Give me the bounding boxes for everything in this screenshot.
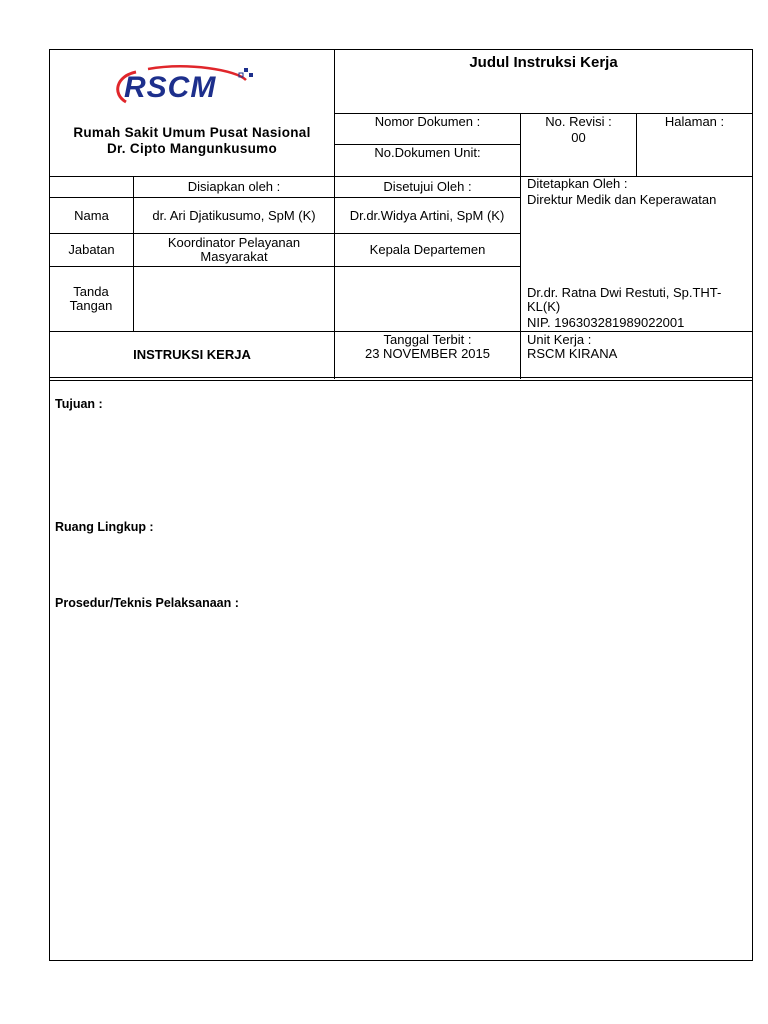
nomor-dokumen-label: Nomor Dokumen :	[374, 114, 481, 129]
doc-type: INSTRUKSI KERJA	[133, 346, 251, 362]
approved-name: Dr.dr.Widya Artini, SpM (K)	[349, 207, 505, 223]
ditetapkan-label: Ditetapkan Oleh :	[527, 176, 628, 191]
halaman-label: Halaman :	[664, 114, 725, 129]
disetujui-label: Disetujui Oleh :	[383, 179, 472, 194]
tujuan-heading: Tujuan :	[55, 397, 103, 411]
tanggal-value: 23 NOVEMBER 2015	[364, 346, 490, 361]
established-nip: NIP. 196303281989022001	[527, 315, 685, 330]
no-dokumen-unit-label: No.Dokumen Unit:	[374, 145, 481, 160]
tanda-tangan-label: Tanda Tangan	[69, 284, 113, 313]
nama-label: Nama	[74, 207, 109, 223]
no-revisi-label: No. Revisi :	[545, 114, 612, 129]
jabatan-label: Jabatan	[68, 242, 115, 257]
rscm-logo	[108, 60, 268, 110]
unit-label: Unit Kerja :	[527, 332, 592, 347]
prepared-position: Koordinator Pelayanan Masyarakat	[167, 235, 301, 264]
hospital-name: Rumah Sakit Umum Pusat Nasional Dr. Cipto Mangunkusumo	[73, 125, 311, 156]
established-name: Dr.dr. Ratna Dwi Restuti, Sp.THT-KL(K)	[527, 285, 722, 314]
prosedur-heading: Prosedur/Teknis Pelaksanaan :	[55, 596, 239, 610]
ditetapkan-role: Direktur Medik dan Keperawatan	[527, 192, 717, 207]
unit-value: RSCM KIRANA	[527, 346, 618, 361]
tanggal-label: Tanggal Terbit :	[383, 332, 472, 347]
ruang-lingkup-heading: Ruang Lingkup :	[55, 520, 154, 534]
no-revisi-value: 00	[571, 130, 586, 145]
document-title: Judul Instruksi Kerja	[469, 54, 618, 71]
prepared-name: dr. Ari Djatikusumo, SpM (K)	[152, 207, 316, 223]
logo-text: RSCM	[124, 71, 217, 104]
disiapkan-label: Disiapkan oleh :	[187, 179, 281, 194]
approved-position: Kepala Departemen	[369, 242, 486, 257]
